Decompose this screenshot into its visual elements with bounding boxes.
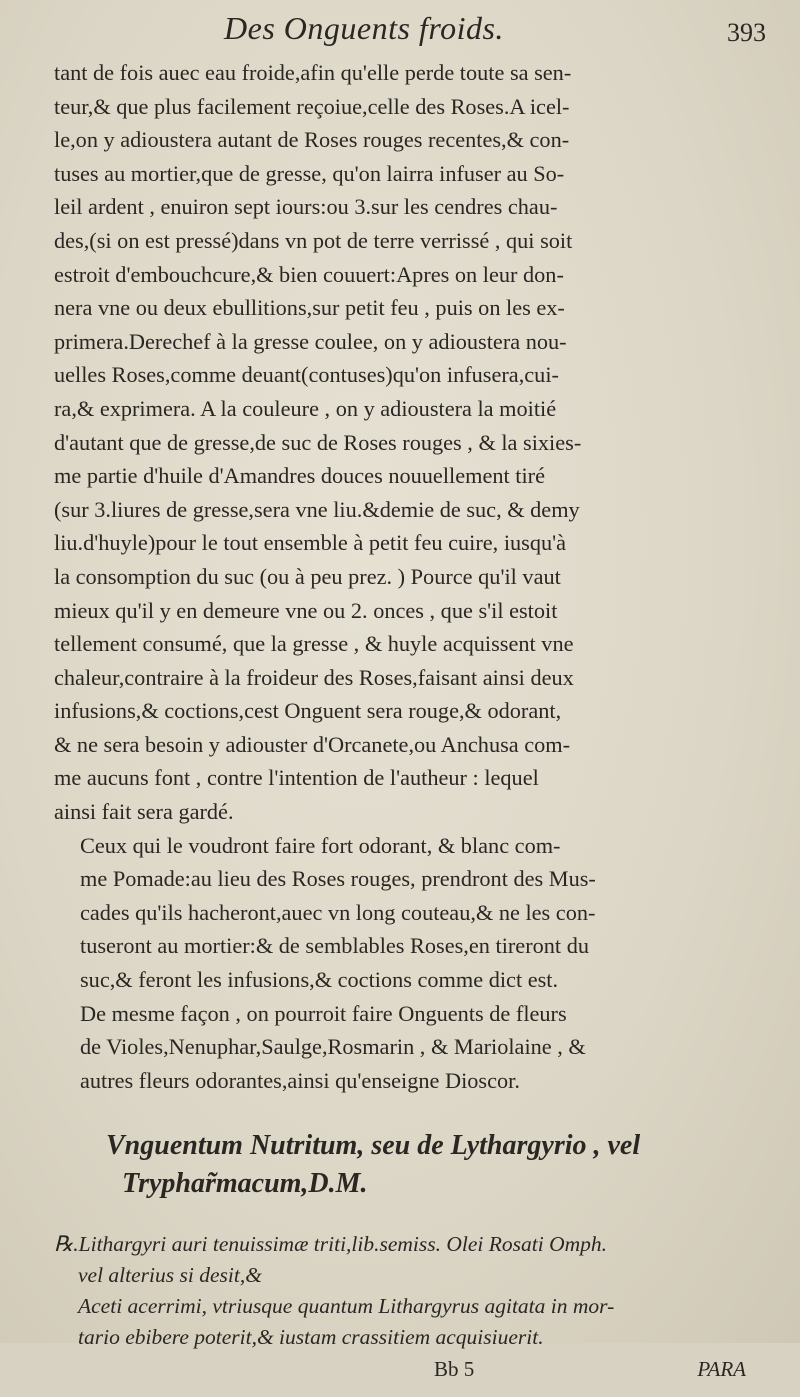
text-line: (sur 3.liures de gresse,sera vne liu.&demie de suc, & demy: [54, 496, 580, 522]
page-number: 393: [727, 18, 766, 47]
text-line: ra,& exprimera. A la couleure , on y adioustera la moitié: [54, 395, 557, 421]
text-line: autres fleurs odorantes,ainsi qu'enseigne Dioscor.: [80, 1067, 520, 1093]
recipe-line: vel alterius si desit,&: [78, 1263, 262, 1288]
text-line: leil ardent , enuiron sept iours:ou 3.sur les cendres chau-: [54, 194, 558, 220]
text-line: liu.d'huyle)pour le tout ensemble à petit feu cuire, iusqu'à: [54, 530, 567, 556]
text-line: le,on y adioustera autant de Roses rouges recentes,& con-: [54, 127, 570, 153]
text-line: tant de fois auec eau froide,afin qu'elle perde toute sa sen-: [54, 60, 572, 85]
recipe-line: Aceti acerrimi, vtriusque quantum Lithargyrus agitata in mor-: [78, 1294, 615, 1319]
section-heading-line: Tryphar̃macum,D.M.: [122, 1168, 368, 1200]
text-line: De mesme façon , on pourroit faire Onguents de fleurs: [80, 1000, 567, 1026]
text-line: primera.Derechef à la gresse coulee, on y adioustera nou-: [54, 328, 567, 354]
text-line: uelles Roses,comme deuant(contuses)qu'on infusera,cui-: [54, 362, 559, 388]
text-line: mieux qu'il y en demeure vne ou 2. onces , que s'il estoit: [54, 597, 558, 623]
text-line: teur,& que plus facilement reçoiue,celle des Roses.A icel-: [54, 93, 570, 119]
running-title: Des Onguents froids.: [224, 10, 504, 46]
text-line: cades qu'ils hacheront,auec vn long couteau,& ne les con-: [80, 899, 596, 925]
text-line: estroit d'embouchcure,& bien couuert:Apres on leur don-: [54, 261, 564, 287]
recipe-line: tario ebibere poterit,& iustam crassitiem acquisiuerit.: [78, 1325, 544, 1350]
catchword: PARA: [697, 1357, 746, 1382]
section-heading: [54, 1127, 770, 1203]
text-line: nera vne ou deux ebullitions,sur petit feu , puis on les ex-: [54, 295, 565, 321]
signature-mark: Bb 5: [434, 1357, 475, 1382]
text-line: infusions,& coctions,cest Onguent sera rouge,& odorant,: [54, 698, 562, 724]
text-line: de Violes,Nenuphar,Saulge,Rosmarin , & Mariolaine , &: [80, 1034, 586, 1060]
text-line: me partie d'huile d'Amandres douces nouuellement tiré: [54, 463, 545, 489]
page-footer: [54, 1357, 770, 1397]
recipe-line: ℞.Lithargyri auri tenuissimæ triti,lib.semiss. Olei Rosati Omph.: [54, 1232, 608, 1257]
text-line: chaleur,contraire à la froideur des Roses,faisant ainsi deux: [54, 664, 574, 690]
text-line: & ne sera besoin y adiouster d'Orcanete,ou Anchusa com-: [54, 731, 571, 757]
recipe: [54, 1229, 770, 1353]
text-line: me aucuns font , contre l'intention de l'autheur : lequel: [54, 765, 539, 791]
paragraph: [54, 997, 770, 1098]
text-line: tuses au mortier,que de gresse, qu'on lairra infuser au So-: [54, 160, 565, 186]
running-head: [54, 10, 770, 56]
text-line: me Pomade:au lieu des Roses rouges, prendront des Mus-: [80, 866, 596, 892]
text-line: ainsi fait sera gardé.: [54, 799, 234, 825]
text-line: Ceux qui le voudront faire fort odorant, & blanc com-: [80, 832, 561, 858]
text-line: suc,& feront les infusions,& coctions comme dict est.: [80, 967, 559, 993]
section-heading-line: Vnguentum Nutritum, seu de Lythargyrio , vel: [106, 1130, 641, 1162]
text-line: tuseront au mortier:& de semblables Roses,en tireront du: [80, 933, 589, 959]
text-line: tellement consumé, que la gresse , & huyle acquissent vne: [54, 631, 574, 657]
text-line: la consomption du suc (ou à peu prez. ) Pource qu'il vaut: [54, 563, 561, 589]
body-text: [54, 56, 770, 1097]
paragraph: [54, 829, 770, 997]
text-line: des,(si on est pressé)dans vn pot de terre verrissé , qui soit: [54, 227, 573, 253]
paragraph: [54, 56, 770, 829]
text-line: d'autant que de gresse,de suc de Roses rouges , & la sixies-: [54, 429, 582, 455]
